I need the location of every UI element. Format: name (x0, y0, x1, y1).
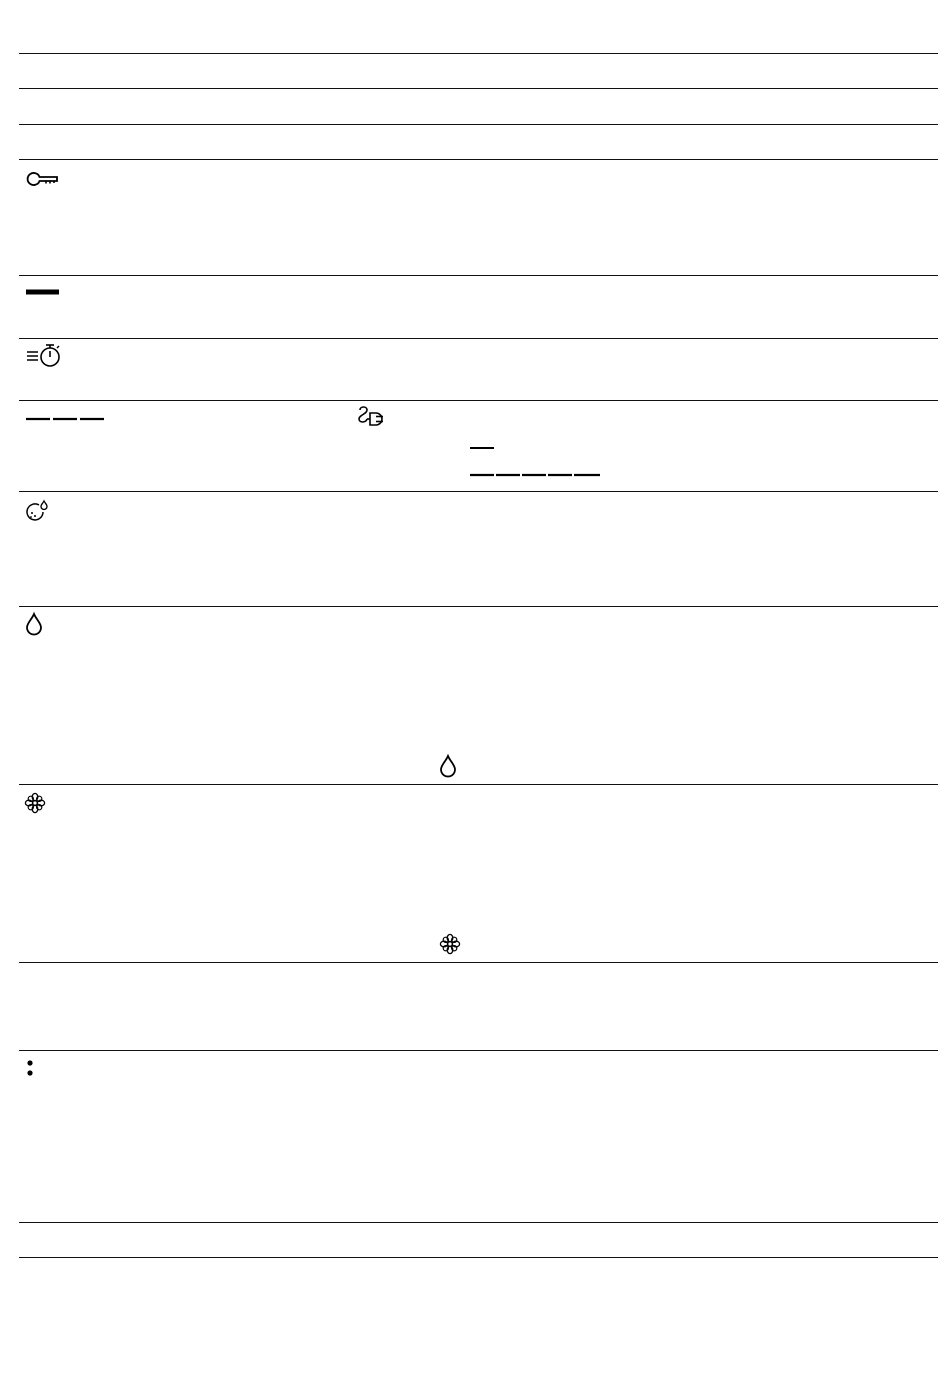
descale-icon (24, 500, 50, 522)
table-rule (19, 962, 938, 963)
key-icon (24, 170, 60, 188)
table-rule (19, 275, 938, 276)
colon-icon (25, 1059, 35, 1079)
short-dash-icon (470, 447, 494, 449)
long-dash-sequence-icon (470, 472, 604, 478)
table-rule (19, 124, 938, 125)
table-rule (19, 338, 938, 339)
flower-icon (439, 933, 461, 955)
dash-sequence-icon (26, 416, 106, 422)
flower-icon (24, 792, 46, 814)
bar-icon (26, 289, 60, 297)
table-rule (19, 400, 938, 401)
table-rule (19, 491, 938, 492)
table-rule (19, 784, 938, 785)
table-rule (19, 1050, 938, 1051)
table-rule (19, 1257, 938, 1258)
table-rule (19, 159, 938, 160)
table-rule (19, 88, 938, 89)
water-drop-icon (24, 612, 44, 636)
table-rule (19, 53, 938, 54)
table-rule (19, 1222, 938, 1223)
water-drop-icon (438, 754, 458, 778)
plug-icon (356, 406, 386, 430)
table-rule (19, 606, 938, 607)
quick-timer-icon (25, 343, 63, 369)
